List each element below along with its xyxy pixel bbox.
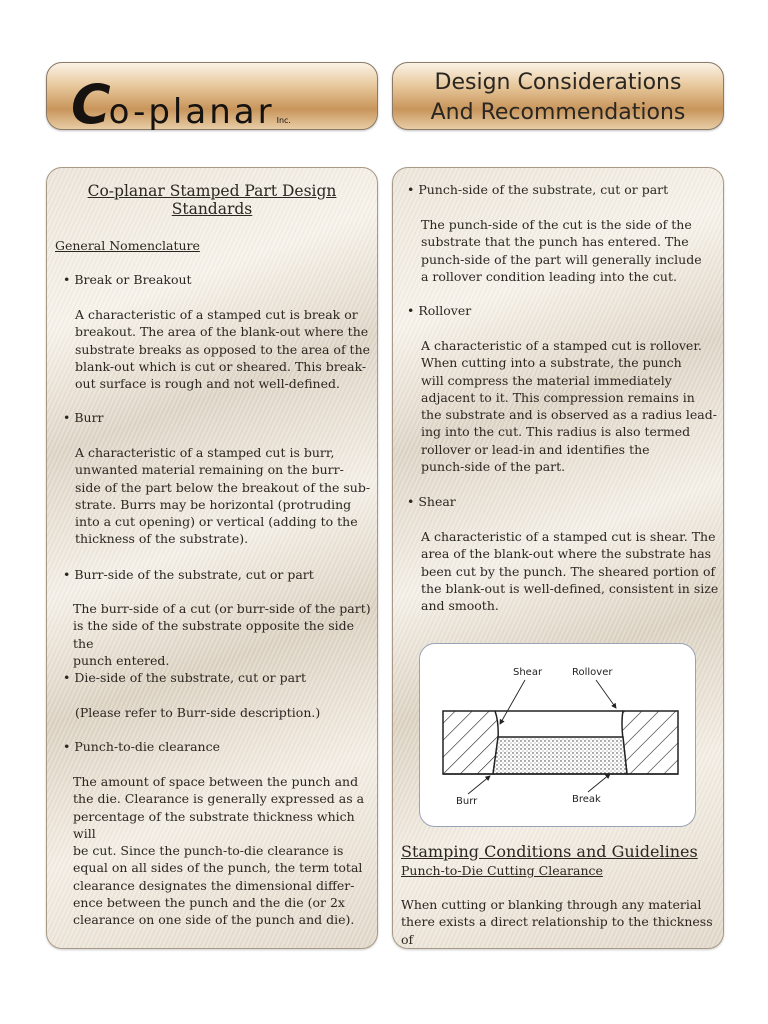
right-die-block	[622, 711, 678, 774]
subsection-cutting-clearance: Punch-to-Die Cutting Clearance	[401, 863, 603, 878]
label-shear: Shear	[513, 667, 543, 678]
blank-out-region	[493, 737, 627, 774]
bullet-rollover: • Rollover	[407, 303, 472, 318]
section-stamping-conditions: Stamping Conditions and Guidelines	[401, 842, 698, 861]
bullet-burr-side: • Burr-side of the substrate, cut or part	[63, 567, 314, 582]
left-die-block	[443, 711, 498, 774]
right-panel	[392, 167, 724, 949]
label-rollover: Rollover	[572, 667, 613, 678]
cut-profile-svg	[420, 644, 695, 826]
cut-profile-diagram	[419, 643, 696, 827]
bullet-punch-side: • Punch-side of the substrate, cut or part	[407, 182, 669, 197]
bullet-shear: • Shear	[407, 494, 456, 509]
para-die-side: (Please refer to Burr-side description.)	[75, 705, 321, 720]
para-punch-to-die: The amount of space between the punch and the die. Clearance is generally expressed as a percentage of the substrate thickness which will be cut. Since the punch-to-die clearance is equal on all sides of the punch, the term total clearance designates the dimensional differ- ence between the punch and the die (or 2x clearance on one side of the punch and die).	[73, 774, 365, 928]
section-general-nomenclature: General Nomenclature	[55, 238, 200, 253]
title-line-1: Design Considerations	[434, 70, 682, 95]
label-break: Break	[572, 794, 601, 805]
para-shear: A characteristic of a stamped cut is shear. The area of the blank-out where the substrate has been cut by the punch. The sheared portion of the blank-out is well-defined, consistent in size and smooth.	[421, 529, 719, 614]
bullet-punch-to-die: • Punch-to-die clearance	[63, 739, 221, 754]
para-punch-side: The punch-side of the cut is the side of the substrate that the punch has entered. The punch-side of the part will generally include a rollover condition leading into the cut.	[421, 217, 702, 284]
company-logo: Co-planar Inc.	[71, 73, 291, 136]
logo-banner	[46, 62, 378, 136]
title-banner	[392, 62, 724, 130]
left-panel	[46, 167, 378, 949]
para-cutting-clearance: When cutting or blanking through any material there exists a direct relationship to the thickness of	[401, 897, 713, 947]
bullet-burr: • Burr	[63, 410, 104, 425]
label-burr: Burr	[456, 796, 478, 807]
para-break: A characteristic of a stamped cut is break or breakout. The area of the blank-out where the substrate breaks as opposed to the area of the blank-out which is cut or sheared. This break- out surface is rough and not well-defined.	[75, 307, 371, 392]
bullet-die-side: • Die-side of the substrate, cut or part	[63, 670, 307, 685]
bullet-break: • Break or Breakout	[63, 272, 192, 287]
title-line-2: And Recommendations	[430, 100, 686, 125]
left-heading: Co-planar Stamped Part Design Standards	[87, 182, 337, 218]
para-burr-side: The burr-side of a cut (or burr-side of the part) is the side of the substrate opposite the side the punch entered.	[73, 601, 371, 668]
para-rollover: A characteristic of a stamped cut is rollover. When cutting into a substrate, the punch will compress the material immediately adjacent to it. This compression remains in the substrate and is observed as a radius lead- ing into the cut. This radius is also termed rollover or lead-in and identifies the punch-side of the part.	[421, 338, 717, 475]
para-burr: A characteristic of a stamped cut is burr, unwanted material remaining on the burr- side of the part below the breakout of the sub- strate. Burrs may be horizontal (protruding into a cut opening) or vertical (adding to the thickness of the substrate).	[75, 445, 371, 547]
